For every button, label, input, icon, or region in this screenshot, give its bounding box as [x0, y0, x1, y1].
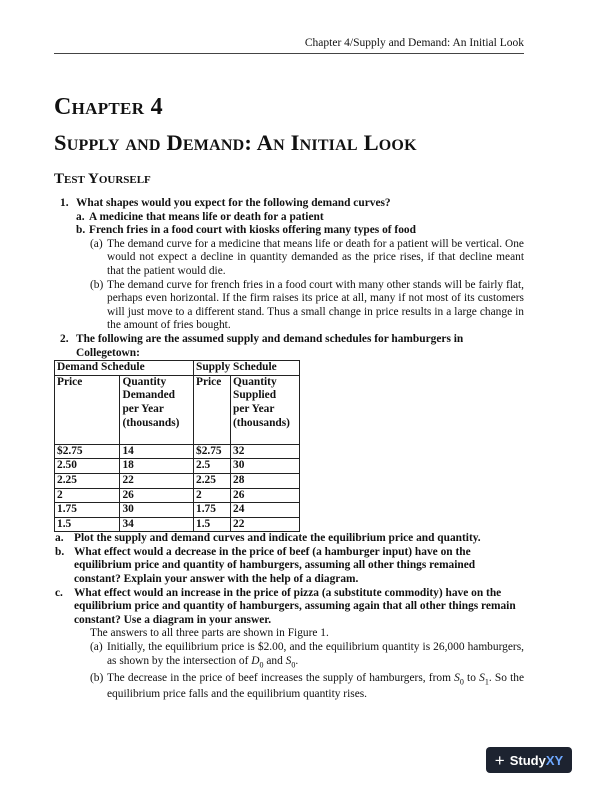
question-1a — [54, 211, 524, 225]
table-cell: $2.75 — [194, 444, 231, 459]
symbol-s: S — [479, 671, 485, 684]
sub-label: c. — [55, 586, 63, 599]
table-cell: 28 — [231, 473, 300, 488]
col-line: Demanded — [122, 389, 175, 402]
col-line: (thousands) — [122, 416, 180, 429]
table-cell: 26 — [231, 488, 300, 503]
brand-name — [510, 753, 563, 768]
table-row — [55, 503, 300, 518]
table-row — [55, 459, 300, 474]
table-cell: 26 — [120, 488, 194, 503]
col-line: per Year — [233, 402, 275, 415]
plus-icon: + — [494, 750, 505, 770]
table-header-row — [55, 361, 300, 376]
sub-text: What effect would a decrease in the price of beef (a hamburger input) have on the equilibrium price and quantity of hamburgers, assuming all other things remained constant? Explain your answer with the help of a diagram. — [74, 545, 476, 586]
answer-text: . — [295, 654, 299, 667]
table-cell: $2.75 — [55, 444, 120, 459]
question-text: The following are the assumed supply and demand schedules for hamburgers in Collegetown: — [76, 332, 464, 359]
table-cell: 22 — [120, 473, 194, 488]
col-price: Price — [55, 375, 120, 444]
question-1b — [54, 224, 524, 238]
table-cell: 1.75 — [55, 503, 120, 518]
table-cell: 2.50 — [55, 459, 120, 474]
answer-1a — [54, 238, 524, 279]
col-price-2: Price — [194, 375, 231, 444]
symbol-s: S — [454, 671, 460, 684]
question-text: What shapes would you expect for the following demand curves? — [76, 197, 391, 209]
col-quantity-supplied — [231, 375, 300, 444]
col-quantity-demanded — [120, 375, 194, 444]
answer-text: and — [263, 654, 286, 667]
question-2c — [54, 587, 524, 628]
subscript: 1 — [484, 676, 489, 686]
sub-text: Plot the supply and demand curves and indicate the equilibrium price and quantity. — [74, 532, 481, 545]
table-cell: 2 — [194, 488, 231, 503]
table-cell: 30 — [120, 503, 194, 518]
col-line: Supplied — [233, 389, 277, 402]
symbol-s: S — [285, 654, 292, 667]
answer-2b — [54, 672, 524, 702]
subscript: 0 — [291, 659, 296, 669]
chapter-title: Supply and Demand: An Initial Look — [54, 130, 417, 155]
demand-header: Demand Schedule — [55, 361, 194, 376]
answer-text: Initially, the equilibrium price is $2.00, and the equilibrium quantity is 26,000 hamburgers, as shown by the intersection of — [107, 641, 524, 667]
table-cell: 1.75 — [194, 503, 231, 518]
answer-text: The demand curve for french fries in a food court with many other stands will be fairly flat, perhaps even horizontal. If the firm raises its price at all, many if not most of its customers will just move to a different stand. Thus a small change in price results in a large change in the amount of fries bought. — [107, 278, 524, 332]
answer-label: (b) — [90, 278, 104, 291]
table-cell: 2.5 — [194, 459, 231, 474]
table-cell: 2.25 — [55, 473, 120, 488]
answer-1b — [54, 279, 524, 333]
section-title: Test Yourself — [54, 171, 151, 187]
answer-label: (b) — [90, 671, 104, 684]
table-row — [55, 517, 300, 532]
table-cell: 2.25 — [194, 473, 231, 488]
question-1 — [54, 197, 524, 211]
question-2a — [54, 532, 524, 546]
brand-part: XY — [545, 752, 564, 768]
answer-label: (a) — [90, 237, 103, 250]
col-line: Quantity — [122, 375, 167, 388]
chapter-number: Chapter 4 — [54, 94, 163, 120]
sub-label: a. — [55, 532, 64, 545]
col-line: Quantity — [233, 375, 277, 388]
table-column-row — [55, 375, 300, 444]
table-cell: 22 — [231, 517, 300, 532]
studyxy-badge[interactable] — [486, 747, 572, 773]
symbol-d: D — [251, 654, 260, 667]
brand-part: Study — [509, 752, 546, 768]
table-cell: 2 — [55, 488, 120, 503]
sub-label: b. — [55, 545, 65, 558]
sub-text: French fries in a food court with kiosks offering many types of food — [89, 224, 416, 237]
subscript: 0 — [459, 676, 464, 686]
answer-label: (a) — [90, 641, 103, 654]
supply-header: Supply Schedule — [194, 361, 300, 376]
subscript: 0 — [259, 659, 264, 669]
answer-2a — [54, 641, 524, 671]
answer-text: . So the equilibrium price falls and the equilibrium quantity rises. — [107, 671, 524, 701]
answer-text: to — [463, 671, 480, 684]
question-2b — [54, 546, 524, 587]
table-row — [55, 488, 300, 503]
table-cell: 1.5 — [194, 517, 231, 532]
table-cell: 30 — [231, 459, 300, 474]
answer-text: The demand curve for a medicine that means life or death for a patient will be vertical. One would not expect a decline in quantity demanded as the price rises, if that decline meant that the patient would die. — [107, 237, 524, 277]
col-line: (thousands) — [233, 416, 290, 429]
table-row — [55, 444, 300, 459]
table-cell: 34 — [120, 517, 194, 532]
answer-intro: The answers to all three parts are shown in Figure 1. — [90, 627, 329, 640]
question-2 — [54, 333, 524, 360]
body-text — [54, 197, 524, 702]
table-cell: 14 — [120, 444, 194, 459]
sub-text: What effect would an increase in the price of pizza (a substitute commodity) have on the equilibrium price and quantity of hamburgers, assuming again that all other things remain constant? Use a diagram in your answer. — [74, 586, 516, 626]
answer-text: The decrease in the price of beef increases the supply of hamburgers, from — [107, 671, 455, 684]
table-cell: 18 — [120, 459, 194, 474]
sub-text: A medicine that means life or death for a patient — [89, 210, 324, 223]
schedule-table — [54, 360, 300, 532]
sub-label: b. — [76, 224, 86, 237]
running-head: Chapter 4/Supply and Demand: An Initial Look — [54, 37, 524, 54]
col-line: per Year — [122, 402, 164, 415]
question-number: 1. — [60, 197, 69, 209]
table-row — [55, 473, 300, 488]
table-cell: 1.5 — [55, 517, 120, 532]
question-number: 2. — [60, 332, 69, 345]
table-cell: 24 — [231, 503, 300, 518]
table-cell: 32 — [231, 444, 300, 459]
sub-label: a. — [76, 210, 85, 223]
